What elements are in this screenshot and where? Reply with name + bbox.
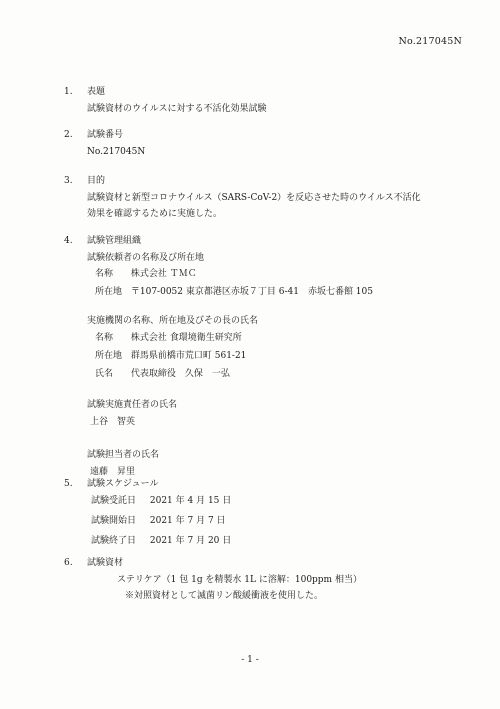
schedule-row bbox=[87, 495, 470, 508]
section-number: 4. bbox=[64, 236, 73, 246]
client-name-row bbox=[87, 268, 470, 281]
document-number: No.217045N bbox=[398, 36, 462, 47]
field-value: 株式会社 食環境衛生研究所 bbox=[130, 333, 242, 343]
field-label: 名称 bbox=[95, 333, 114, 343]
lab-heading: 実施機関の名称、所在地及びその長の氏名 bbox=[87, 316, 259, 326]
field-value: 群馬県前橋市荒口町 561-21 bbox=[130, 351, 247, 361]
schedule-label: 試験開始日 bbox=[91, 516, 137, 526]
section-schedule bbox=[64, 478, 470, 555]
section-text: No.217045N bbox=[87, 147, 146, 157]
section-number: 3. bbox=[64, 176, 73, 186]
field-label: 氏名 bbox=[95, 369, 114, 379]
section-purpose bbox=[64, 175, 470, 224]
section-heading: 目的 bbox=[87, 176, 106, 186]
section-number: 6. bbox=[64, 558, 73, 568]
responsible-heading: 試験実施責任者の氏名 bbox=[87, 400, 178, 410]
schedule-date: 2021 年 7 月 20 日 bbox=[149, 536, 232, 546]
section-text: 試験資材のウイルスに対する不活化効果試験 bbox=[87, 104, 267, 114]
field-label: 所在地 bbox=[95, 287, 123, 297]
material-note: ※対照資材として滅菌リン酸緩衝液を使用した。 bbox=[125, 591, 324, 601]
field-label: 所在地 bbox=[95, 351, 123, 361]
schedule-label: 試験受託日 bbox=[91, 496, 137, 506]
section-number: 2. bbox=[64, 130, 73, 140]
staff-name: 遠藤 昇里 bbox=[90, 467, 136, 477]
schedule-date: 2021 年 7 月 7 日 bbox=[149, 516, 226, 526]
field-label: 名称 bbox=[95, 269, 114, 279]
field-value: 株式会社 ＴＭＣ bbox=[130, 269, 197, 279]
staff-heading: 試験担当者の氏名 bbox=[87, 450, 160, 460]
section-text-line: 試験資材と新型コロナウイルス（SARS-CoV-2）を反応させた時のウイルス不活化 bbox=[87, 193, 421, 203]
section-number: 5. bbox=[64, 479, 73, 489]
schedule-label: 試験終了日 bbox=[91, 536, 137, 546]
client-heading: 試験依頼者の名称及び所在地 bbox=[87, 253, 205, 263]
lab-name-row bbox=[87, 332, 470, 345]
section-test-number bbox=[64, 129, 470, 162]
field-value: 〒107-0052 東京都港区赤坂７丁目 6-41 赤坂七番館 105 bbox=[130, 287, 373, 297]
page-number: - 1 - bbox=[241, 655, 259, 665]
field-value: 代表取締役 久保 一弘 bbox=[130, 369, 230, 379]
section-heading: 試験管理組織 bbox=[87, 236, 142, 246]
section-organization bbox=[64, 235, 470, 482]
section-title bbox=[64, 86, 470, 119]
section-heading: 表題 bbox=[87, 87, 106, 97]
responsible-name: 上谷 智英 bbox=[90, 417, 136, 427]
section-number: 1. bbox=[64, 87, 73, 97]
section-text-line: 効果を確認するために実施した。 bbox=[87, 209, 223, 219]
section-heading: 試験番号 bbox=[87, 130, 124, 140]
schedule-date: 2021 年 4 月 15 日 bbox=[149, 496, 232, 506]
schedule-row bbox=[87, 515, 470, 528]
material-line: ステリケア（1 包 1g を精製水 1L に溶解：100ppm 相当） bbox=[117, 575, 362, 585]
lab-address-row bbox=[87, 350, 470, 363]
section-heading: 試験スケジュール bbox=[87, 479, 159, 489]
schedule-row bbox=[87, 535, 470, 548]
lab-head-row bbox=[87, 368, 470, 381]
client-address-row bbox=[87, 286, 470, 299]
section-test-material bbox=[64, 557, 470, 606]
section-heading: 試験資材 bbox=[87, 558, 124, 568]
